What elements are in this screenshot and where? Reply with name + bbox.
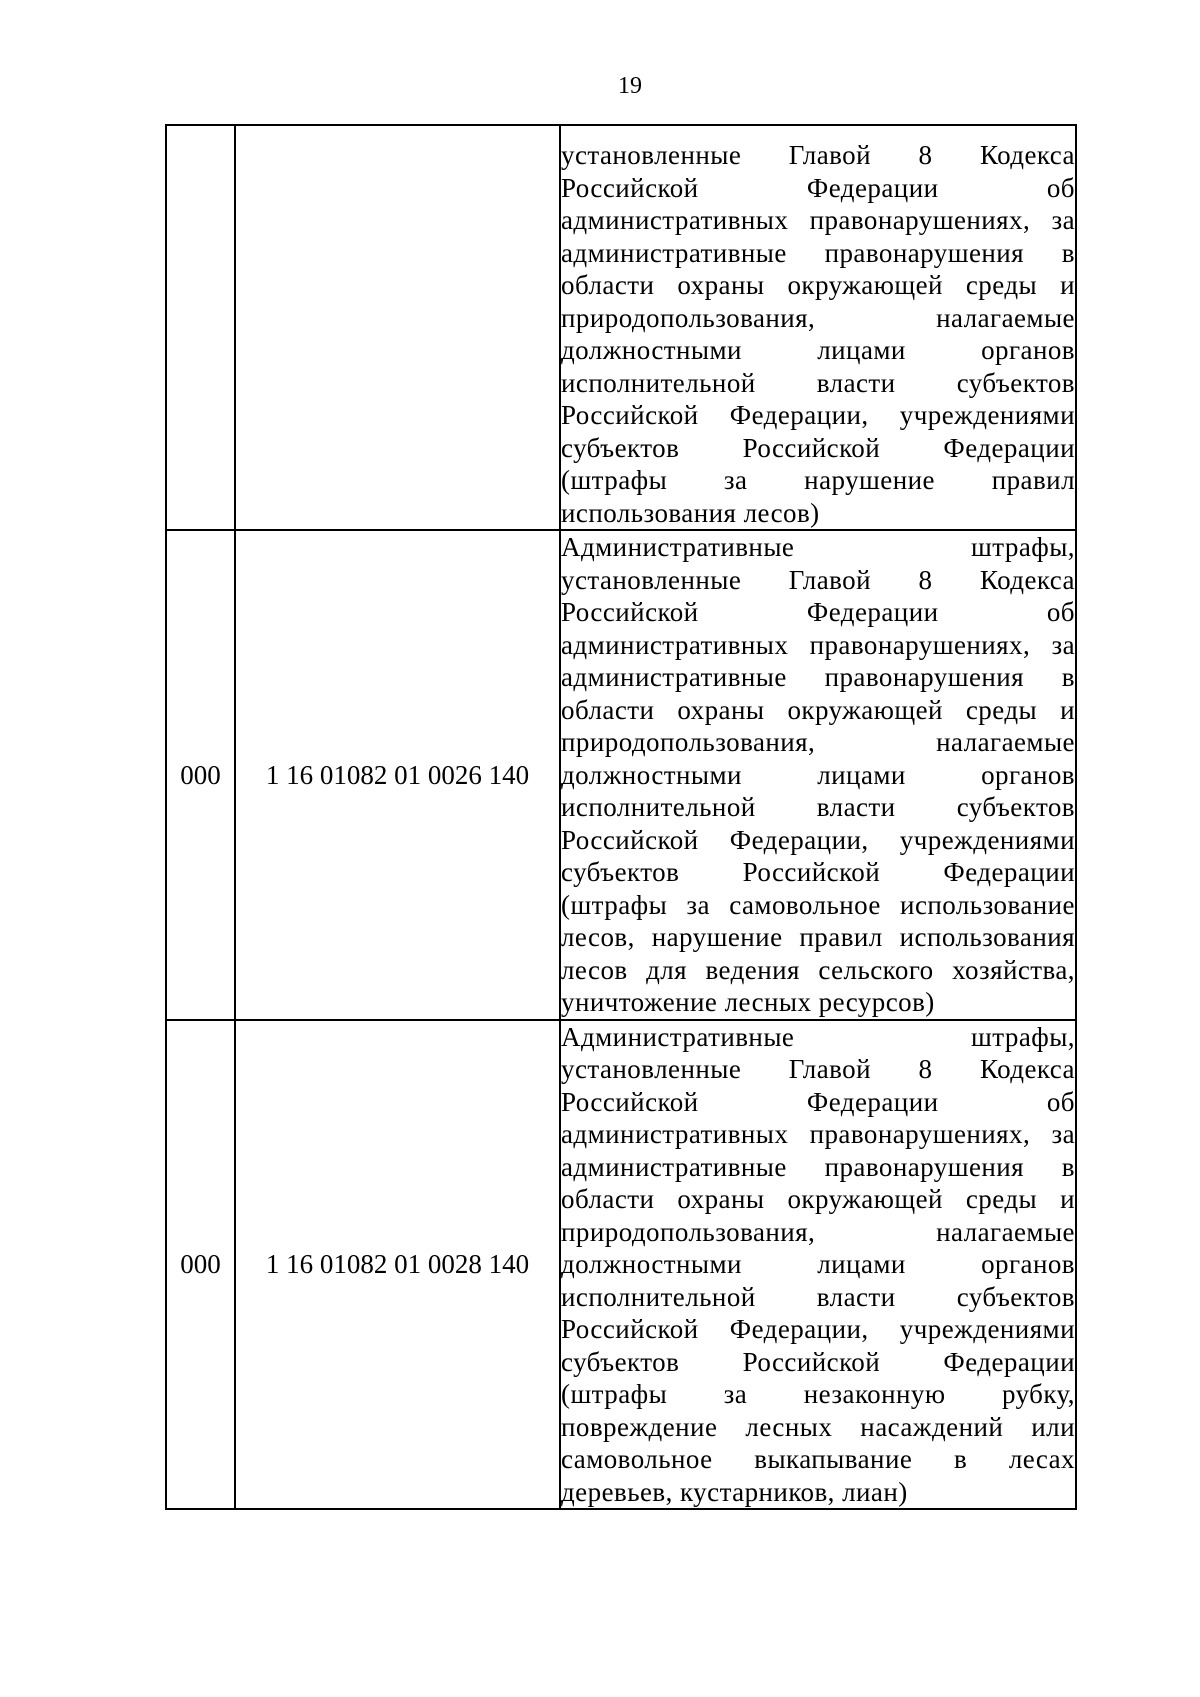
- description-cell: установленные Главой 8 Кодекса Российской Федерации об административных правонарушениях, за административные правонарушения в области охраны окружающей среды и природопользования, налагаемые должностными лицами органов исполнительной власти субъектов Российской Федерации, учреждениями субъектов Российской Федерации (штрафы за нарушение правил использования лесов): [560, 125, 1076, 530]
- admin-code-cell: [166, 125, 235, 530]
- table-row: [166, 1020, 1076, 1510]
- budget-code-cell: 1 16 01082 01 0026 140: [235, 530, 560, 1020]
- table-row: [166, 125, 1076, 530]
- budget-code-cell: [235, 125, 560, 530]
- admin-code-cell: 000: [166, 530, 235, 1020]
- page-number: 19: [618, 73, 642, 99]
- table-row: [166, 530, 1076, 1020]
- description-cell: Административные штрафы, установленные Главой 8 Кодекса Российской Федерации об административных правонарушениях, за административные правонарушения в области охраны окружающей среды и природопользования, налагаемые должностными лицами органов исполнительной власти субъектов Российской Федерации, учреждениями субъектов Российской Федерации (штрафы за самовольное использование лесов, нарушение правил использования лесов для ведения сельского хозяйства, уничтожение лесных ресурсов): [560, 530, 1076, 1020]
- admin-code-cell: 000: [166, 1020, 235, 1510]
- budget-classification-table: [165, 124, 1077, 1510]
- budget-code-cell: 1 16 01082 01 0028 140: [235, 1020, 560, 1510]
- description-cell: Административные штрафы, установленные Главой 8 Кодекса Российской Федерации об административных правонарушениях, за административные правонарушения в области охраны окружающей среды и природопользования, налагаемые должностными лицами органов исполнительной власти субъектов Российской Федерации, учреждениями субъектов Российской Федерации (штрафы за незаконную рубку, повреждение лесных насаждений или самовольное выкапывание в лесах деревьев, кустарников, лиан): [560, 1020, 1076, 1510]
